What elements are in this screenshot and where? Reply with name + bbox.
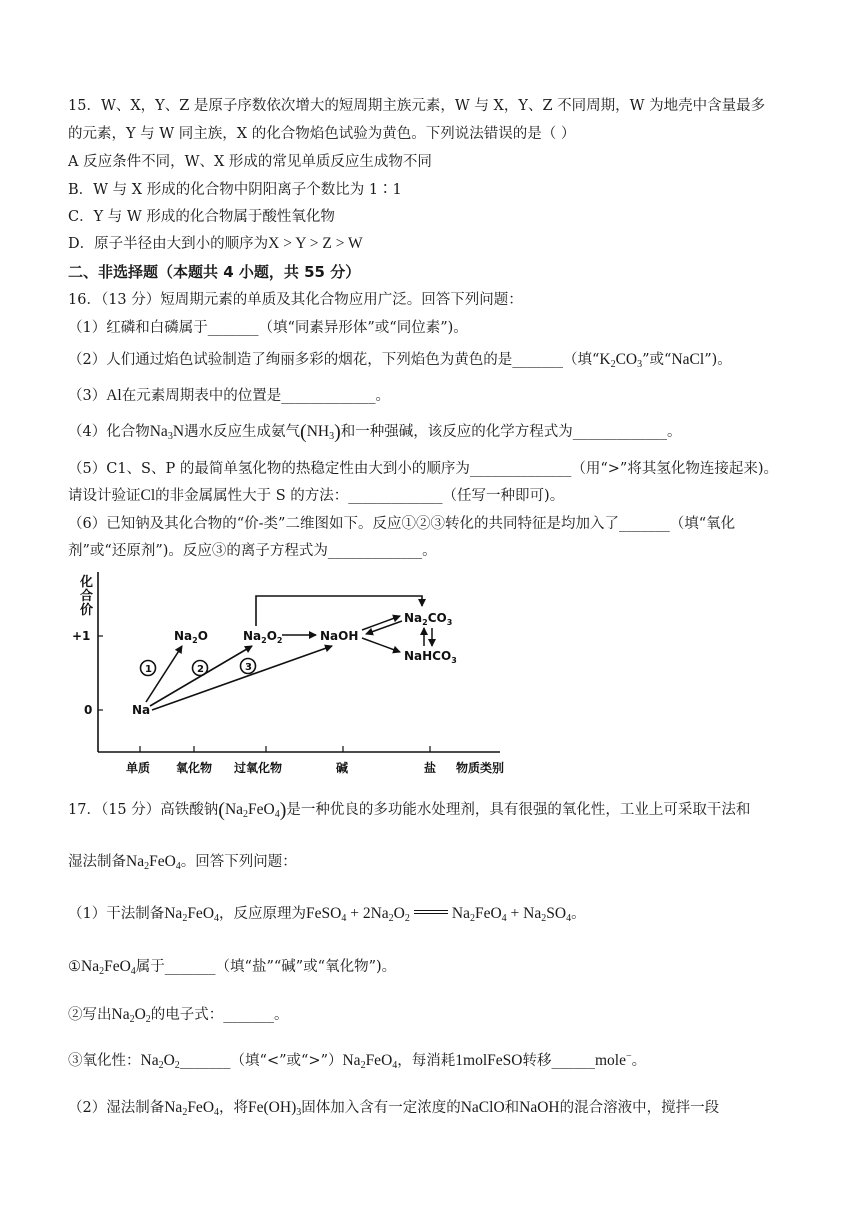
- species-naoh: NaOH: [320, 629, 359, 643]
- q15-option-d-math: X > Y > Z > W: [268, 235, 363, 252]
- species-na2o: $Na_2O$: [174, 629, 208, 645]
- q16-part6-line2: 剂”或“还原剂”)。反应③的离子方程式为_____________。: [68, 543, 437, 559]
- q17-sub3-text-a: ③氧化性：: [68, 1053, 141, 1069]
- formula-na2feo4: $Na_2FeO_4$: [81, 958, 136, 977]
- q17-sub3-text-e: 转移______: [522, 1053, 595, 1069]
- q17-part1-text-a: （1）干法制备: [68, 906, 165, 922]
- formula-na2feo4: $Na_2FeO_4$: [342, 1052, 398, 1071]
- q17-sub3: [68, 1051, 646, 1071]
- q17-sub2-text-a: ②写出: [68, 1007, 112, 1023]
- q15-option-a: A 反应条件不同，W、X 形成的常见单质反应生成物不同: [68, 154, 432, 170]
- formula-al: Al: [106, 387, 122, 404]
- q16-part3-text-a: （3）: [68, 388, 107, 404]
- q17-part2-text-e: 的混合溶液中，搅拌一段: [559, 1100, 720, 1116]
- q17-part2-text-d: 和: [504, 1100, 520, 1116]
- q16-part4-text-a: （4）化合物: [68, 424, 150, 440]
- y-axis-label-char-3: 价: [80, 603, 94, 618]
- q16-stem: 16．（13 分）短周期元素的单质及其化合物应用广泛。回答下列问题：: [68, 292, 523, 308]
- x-category-salt: 盐: [424, 761, 437, 775]
- q17-part2-text-a: （2）湿法制备: [68, 1100, 165, 1116]
- section-title: 二、非选择题（本题共 4 小题，共 55 分）: [68, 263, 361, 281]
- q17-part2-text-b: ，将: [219, 1100, 249, 1116]
- q16-part2: [68, 350, 732, 370]
- x-category-base: 碱: [336, 761, 349, 775]
- formula-na2feo4: $(Na_2FeO_4)$: [218, 799, 287, 821]
- arrow-na2co3-naoh: [366, 621, 402, 634]
- q15-option-d-text: D．原子半径由大到小的顺序为: [68, 236, 269, 252]
- arrow-naoh-nahco3: [362, 638, 400, 652]
- q16-part5-line1: （5）C1、S、P 的最简单氢化物的热稳定性由大到小的顺序为______________（用“>”将其氢化物连接起来)。: [68, 461, 778, 477]
- y-tick-zero: 0: [84, 703, 93, 717]
- formula-1molfeso: 1molFeSO: [455, 1052, 523, 1069]
- q17-stem2-text-a: 湿法制备: [68, 854, 126, 870]
- q15-option-c: C．Y 与 W 形成的化合物属于酸性氧化物: [68, 209, 335, 225]
- x-category-element: 单质: [126, 761, 151, 775]
- valence-category-diagram: [70, 568, 510, 780]
- formula-na3n: $Na_3N$: [149, 423, 185, 442]
- formula-na2o2: $Na_2O_2$: [111, 1006, 151, 1025]
- q16-part2-text-b: ”或“: [642, 352, 672, 368]
- x-axis-label: 物质类别: [456, 761, 505, 775]
- q17-stem2-text-b: 。回答下列问题：: [180, 854, 297, 870]
- q17-stem-line2: [68, 852, 297, 872]
- q17-sub3-text-c: ，每消耗: [397, 1053, 456, 1069]
- q17-stem-text-b: 是一种优良的多功能水处理剂，具有很强的氧化性，工业上可采取干法和: [286, 802, 751, 818]
- unit-mole: mole−: [594, 1051, 632, 1069]
- formula-cl: Cl: [140, 487, 156, 504]
- formula-naoh: NaOH: [519, 1099, 560, 1116]
- q16-part6-line1: （6）已知钠及其化合物的“价-类”二维图如下。反应①②③转化的共同特征是均加入了_______（填“氧化: [68, 516, 736, 532]
- x-category-oxide: 氧化物: [176, 761, 213, 775]
- q17-sub2: [68, 1005, 289, 1025]
- svg-text:1: 1: [145, 664, 152, 675]
- formula-feoh3: $Fe(OH)_3$: [248, 1099, 302, 1118]
- q17-part2-text-c: 固体加入含有一定浓度的: [301, 1100, 461, 1116]
- arrow-na2o2-na2co3: [256, 596, 422, 626]
- formula-naclo: NaClO: [460, 1099, 505, 1116]
- q17-sub3-text-b: _______（填“<”或“>”）: [179, 1053, 343, 1069]
- q16-part2-text-a: （2）人们通过焰色试验制造了绚丽多彩的烟花，下列焰色为黄色的是_______（填“: [68, 352, 600, 368]
- q16-part4-text-c: 和一种强碱，该反应的化学方程式为_____________。: [340, 424, 682, 440]
- q17-stem-text-a: 17．（15 分）高铁酸钠: [68, 802, 219, 818]
- q15-option-d: [68, 234, 363, 254]
- q15-stem-line2: 的元素，Y 与 W 同主族，X 的化合物焰色试验为黄色。下列说法错误的是（ ）: [68, 126, 576, 142]
- q16-part5-line2: [68, 486, 564, 506]
- q17-part1-text-b: ，反应原理为: [219, 906, 307, 922]
- q17-sub1-text: 属于_______（填“盐”“碱”或“氧化物”)。: [135, 959, 397, 975]
- q17-sub3-text-g: 。: [631, 1053, 647, 1069]
- q17-sub1: [68, 957, 396, 977]
- y-axis-label-char-2: 合: [80, 589, 94, 604]
- q16-part4-text-b: 遇水反应生成氨气: [184, 424, 301, 440]
- reaction-mark-2: 2: [197, 664, 204, 675]
- q17-part2: [68, 1098, 719, 1118]
- formula-nacl: NaCl: [671, 351, 705, 368]
- arrow-reaction-3: [152, 646, 332, 710]
- q16-part1: （1）红磷和白磷属于_______（填“同素异形体”或“同位素”)。: [68, 320, 468, 336]
- species-na2co3: $Na_2CO_3$: [404, 611, 453, 627]
- q17-sub2-text-b: 的电子式：_______。: [150, 1007, 289, 1023]
- q17-stem-line1: [68, 800, 750, 820]
- formula-na2feo4: $Na_2FeO_4$: [126, 853, 181, 872]
- formula-na2o2: $Na_2O_2$: [140, 1052, 180, 1071]
- q16-part3-text-b: 在元素周期表中的位置是_____________。: [121, 388, 390, 404]
- y-tick-plus1: +1: [72, 629, 91, 643]
- species-nahco3: NaHCO$_3$: [404, 649, 457, 665]
- y-axis-label-char-1: 化: [80, 575, 94, 590]
- q17-part1: [68, 904, 586, 924]
- species-na2o2: $Na_2O_2$: [243, 629, 283, 645]
- reaction-mark-3: 3: [245, 662, 252, 673]
- formula-na2feo4: $Na_2FeO_4$: [164, 905, 220, 924]
- q16-part5-text-a: 请设计验证: [68, 488, 141, 504]
- x-category-peroxide: 过氧化物: [234, 761, 283, 775]
- circled-1: ①: [68, 959, 81, 975]
- reaction-equation: FeSO$_4$ + $2Na_2O_2$ $Na_2FeO_4 + Na_2SO_4$: [306, 905, 572, 924]
- q15-stem-line1: 15．W、X，Y、Z 是原子序数依次增大的短周期主族元素，W 与 X，Y、Z 不同周期，W 为地壳中含量最多: [68, 98, 766, 114]
- formula-na2feo4: $Na_2FeO_4$: [164, 1099, 220, 1118]
- q15-option-b: B．W 与 X 形成的化合物中阴阳离子个数比为 1∶1: [68, 182, 402, 198]
- formula-k2co3: $K_2CO_3$: [599, 351, 643, 370]
- q16-part3: [68, 386, 390, 406]
- q16-part5-text-b: 的非金属属性大于 S 的方法：_____________（任写一种即可)。: [155, 488, 565, 504]
- q17-part1-text-c: 。: [571, 906, 586, 922]
- q16-part2-text-c: ”)。: [704, 352, 732, 368]
- formula-nh3: $(NH_3)$: [300, 421, 341, 443]
- q16-part4: [68, 422, 682, 442]
- species-na: Na: [132, 703, 151, 717]
